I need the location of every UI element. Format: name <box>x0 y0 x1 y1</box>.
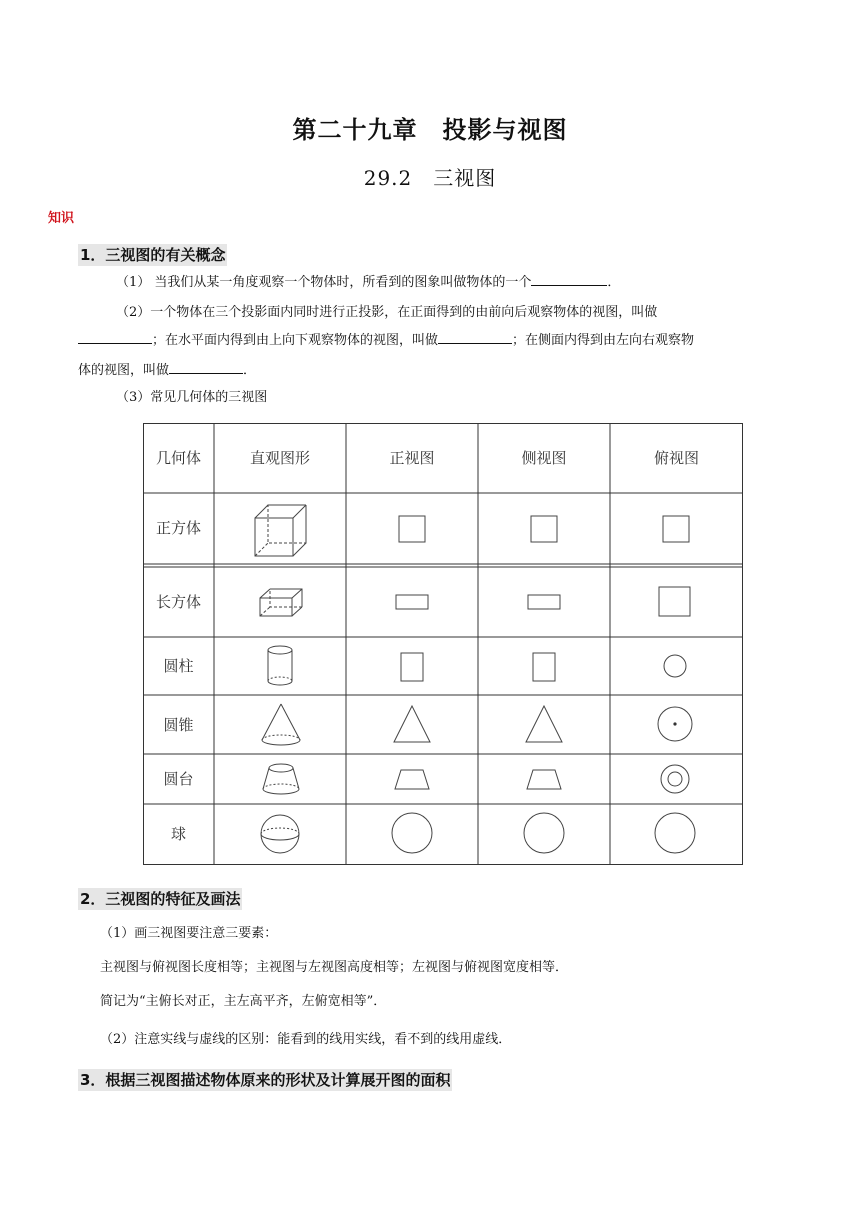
square-icon <box>531 516 557 542</box>
concept-item-1 <box>116 269 796 295</box>
row-name-cylinder: 圆柱 <box>163 657 194 675</box>
section2-heading: 2．三视图的特征及画法 <box>80 890 241 908</box>
row-name-cone: 圆锥 <box>163 716 194 734</box>
header-intuitive: 直观图形 <box>249 449 310 467</box>
triangle-icon <box>526 706 562 742</box>
concept-item-2-line3 <box>78 357 778 383</box>
three-view-table <box>143 423 743 865</box>
square-icon <box>399 516 425 542</box>
header-side-view: 侧视图 <box>521 449 567 467</box>
concept-item-3: （3）常见几何体的三视图 <box>116 390 268 405</box>
row-name-cuboid: 长方体 <box>155 593 201 611</box>
circle-icon <box>392 813 432 853</box>
circle-icon <box>664 655 686 677</box>
section-subtitle: 29.2 三视图 <box>363 166 497 190</box>
table-grid <box>143 423 743 865</box>
row-name-cube: 正方体 <box>155 519 201 537</box>
rectangle-icon <box>396 595 428 609</box>
frustum-icon <box>263 764 299 794</box>
tall-rectangle-icon <box>401 653 423 681</box>
answer-blank <box>169 357 243 374</box>
concept-item-2-line1: （2）一个物体在三个投影面内同时进行正投影，在正面得到的由前向后观察物体的视图，叫做 <box>116 305 658 320</box>
concept-item-2-line3-end: ． <box>243 363 257 378</box>
concept-item-2-end: ；在侧面内得到由左向右观察物 <box>512 333 695 348</box>
circle-icon <box>524 813 564 853</box>
chapter-title: 第二十九章 投影与视图 <box>292 116 568 144</box>
concept-item-2-line2 <box>78 327 788 353</box>
answer-blank <box>438 327 512 344</box>
row-name-sphere: 球 <box>170 825 186 843</box>
section3-heading: 3．根据三视图描述物体原来的形状及计算展开图的面积 <box>80 1071 451 1089</box>
triangle-icon <box>394 706 430 742</box>
draw-rule-mnemonic: 简记为“主俯长对正，主左高平齐，左俯宽相等”． <box>100 994 387 1009</box>
row-name-frustum: 圆台 <box>163 770 194 788</box>
square-icon <box>659 587 690 616</box>
concentric-circles-icon <box>661 765 689 793</box>
square-icon <box>663 516 689 542</box>
answer-blank <box>531 269 607 286</box>
answer-blank <box>78 327 152 344</box>
draw-rule-2: （2）注意实线与虚线的区别：能看到的线用实线，看不到的线用虚线． <box>100 1032 512 1047</box>
concept-item-2-mid: ；在水平面内得到由上向下观察物体的视图，叫做 <box>152 333 439 348</box>
header-front-view: 正视图 <box>389 449 435 467</box>
circle-with-dot-icon <box>658 707 692 741</box>
rectangle-icon <box>528 595 560 609</box>
cylinder-icon <box>268 646 292 685</box>
header-top-view: 俯视图 <box>653 449 699 467</box>
tall-rectangle-icon <box>533 653 555 681</box>
concept-item-1-text: （1） 当我们从某一角度观察一个物体时，所看到的图象叫做物体的一个 <box>116 275 532 290</box>
knowledge-tag: 知识 <box>48 211 75 226</box>
sphere-icon <box>261 815 299 853</box>
circle-icon <box>655 813 695 853</box>
cone-icon <box>262 704 300 745</box>
header-solid: 几何体 <box>155 449 201 467</box>
cuboid-icon <box>260 589 302 616</box>
cube-icon <box>255 505 306 556</box>
concept-item-2-line3-text: 体的视图，叫做 <box>78 363 170 378</box>
trapezoid-icon <box>527 770 561 789</box>
trapezoid-icon <box>395 770 429 789</box>
section1-heading: 1．三视图的有关概念 <box>80 246 226 264</box>
draw-rule-equalities: 主视图与俯视图长度相等；主视图与左视图高度相等；左视图与俯视图宽度相等． <box>100 960 569 975</box>
concept-item-1-end: ． <box>607 275 621 290</box>
draw-rule-1: （1）画三视图要注意三要素： <box>100 926 278 941</box>
